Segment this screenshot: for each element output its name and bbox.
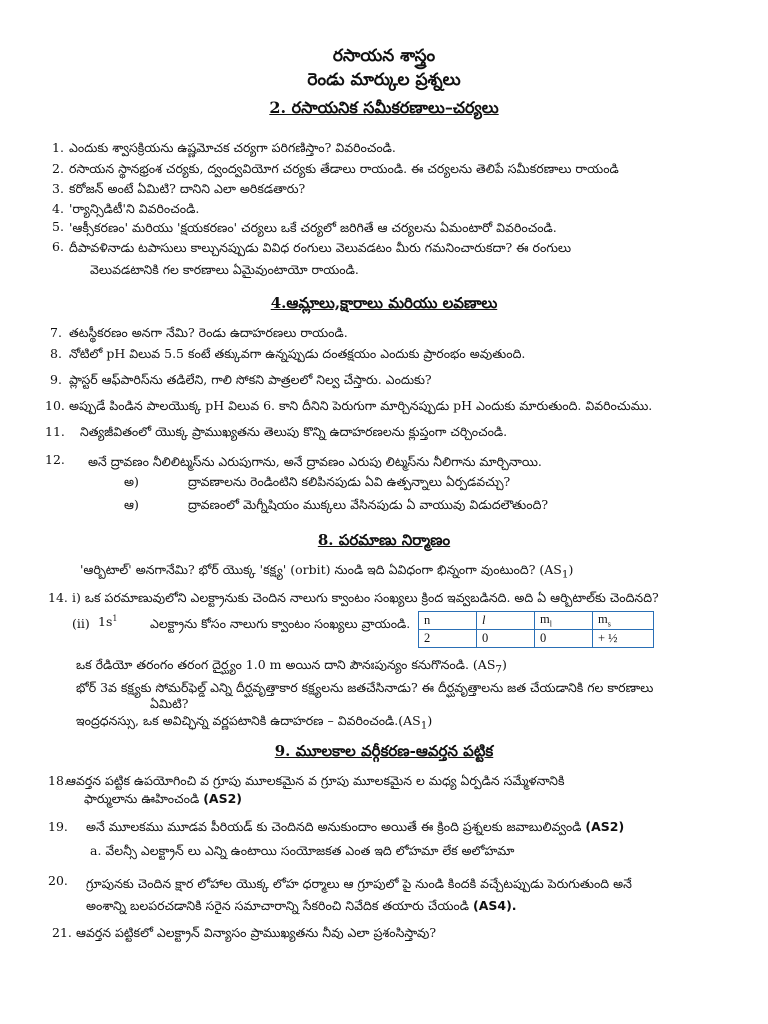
question-number: 8.: [50, 346, 62, 361]
question-text: నిత్యజీవితంలో యొక్క ప్రాముఖ్యతను తెలుపు కొన్ని ఉదాహరణలను క్లుప్తంగా చర్చించండి.: [80, 424, 508, 439]
question-text: ఇంద్రధనస్సు, ఒక అవిచ్ఛిన్న వర్ణపటానికి ఉదాహరణ – $వివరించండి.(AS_1)$: [76, 713, 433, 732]
question-text-continued: వెలువడటానికి గల కారణాలు ఏమైవుంటాయో రాయండి.: [90, 262, 359, 277]
question-number: 12.: [45, 452, 65, 467]
question-number: 1.: [52, 140, 64, 155]
question-text: a. వేలన్సీ ఎలక్ట్రాన్ లు ఎన్ని ఉంటాయి సంయోజకత ఎంత ఇది లోహమా లేక అలోహమా: [90, 843, 515, 858]
table-row: [419, 630, 654, 648]
table-header-cell: l: [477, 612, 535, 630]
question-text: అప్పుడే పిండిన పాలయొక్క pH విలువ 6. కాని దీనిని పెరుగుగా మార్చినప్పుడు pH ఎందుకు మారుతుంది. వివరించుము.: [69, 398, 653, 413]
question-text: గ్రూపునకు చెందిన క్షార లోహాల యొక్క లోహ ధర్మాలు ఆ గ్రూపులో పై నుండి కిందకి వచ్చేటప్పుడు పెరుగుతుంది అనే: [86, 876, 632, 891]
question-text: ఎలక్ట్రాను కోసం నాలుగు క్వాంటం సంఖ్యలు వ్రాయండి.: [150, 616, 411, 631]
question-text: i) ఒక పరమాణువులోని ఎలక్ట్రానుకు చెందిన నాలుగు క్వాంటం సంఖ్యలు క్రింద ఇవ్వబడినది. అది ఏ ఆర్బిటాల్‌కు చెందినది?: [72, 590, 659, 605]
question-text: ఆవర్తన పట్టికలో ఎలక్ట్రాన్ విన్యాసం ప్రాముఖ్యతను నీవు ఎలా ప్రశంసిస్తావు?: [76, 925, 437, 940]
question-text: ద్రావణంలో మెగ్నీషియం ముక్కలు వేసినపుడు ఏ వాయువు విడుదలౌతుంది?: [188, 497, 549, 512]
table-header-cell: n: [419, 612, 477, 630]
section-heading: 8. పరమాణు నిర్మాణం: [317, 531, 451, 549]
question-text: భోర్ 3వ కక్ష్యకు సోమర్‌ఫెల్డ్ ఎన్ని దీర్ఘవృత్తాకార కక్ష్యలను జతచేసినాడు? ఈ దీర్ఘవృత్తాలను జత చేయడానికి గల కారణాలు: [76, 680, 654, 695]
question-text-continued: అంశాన్ని బలపరచడానికి సరైన సమాచారాన్ని సేకరించి నివేదిక తయారు చేయండి (AS4).: [86, 898, 517, 913]
question-text: ప్లాస్టర్ ఆఫ్‌పారిస్‌ను తడిలేని, గాలి సోకని పాత్రలలో నిల్వ చేస్తారు. ఎందుకు?: [69, 372, 432, 387]
table-cell: + ½: [593, 630, 654, 648]
question-number: 11.: [45, 424, 65, 439]
question-number: 14.: [48, 590, 68, 605]
question-text: 'ఆక్సీకరణం' మరియు 'క్షయకరణం' చర్యలు ఒకే చర్యలో జరిగితే ఆ చర్యలను ఏమంటారో వివరించండి.: [69, 220, 557, 235]
question-number: 6.: [52, 239, 64, 254]
question-number: 10.: [45, 398, 65, 413]
question-number: 21.: [52, 925, 72, 940]
question-text: కరోజన్ అంటే ఏమిటి? దానిని ఎలా అరికడతారు?: [69, 181, 306, 196]
table-cell: 0: [477, 630, 535, 648]
question-text-continued: ఏమిటి?: [150, 696, 189, 711]
page-subject: రసాయన శాస్త్రం: [332, 46, 436, 66]
question-text: ఒక రేడియో తరంగం తరంగ దైర్ఘ్యం 1.0 m అయిన దాని పౌనఃపున్యం కనుగొనండి. $(AS_7)$: [76, 657, 507, 676]
section-heading: 9. మూలకాల వర్గీకరణ-ఆవర్తన పట్టిక: [274, 742, 494, 760]
question-number: 9.: [50, 372, 62, 387]
question-text: ఆవర్తన పట్టిక ఉపయోగించి వ గ్రూపు మూలకమైన వ గ్రూపు మూలకమైన ల మధ్య ఏర్పడిన సమ్మేళనానికి: [66, 773, 565, 788]
section-heading: 2. రసాయనిక సమీకరణాలు–చర్యలు: [269, 98, 499, 117]
question-number: 4.: [52, 201, 64, 216]
question-text: రసాయన స్థానభ్రంశ చర్యకు, ద్వంద్వవియోగ చర్యకు తేడాలు రాయండి. ఈ చర్యలను తెలిపే సమీకరణాలు రాయండి: [69, 161, 619, 176]
question-text: 'ర్యాన్సిడిటీ'ని వివరించండి.: [69, 201, 200, 216]
question-number: 19.: [48, 819, 68, 834]
table-cell: 2: [419, 630, 477, 648]
question-number: 5.: [52, 219, 64, 234]
question-text: ద్రావణాలను రెండింటిని కలిపినపుడు ఏవి ఉత్పన్నాలు ఏర్పడవచ్చు?: [188, 474, 511, 489]
table-header-row: [419, 612, 654, 630]
subquestion-label: అ): [124, 474, 139, 489]
question-number: 3.: [52, 181, 64, 196]
table-header-cell: $m_l$: [535, 612, 593, 630]
table-cell: 0: [535, 630, 593, 648]
question-text: దీపావళినాడు టపాసులు కాల్చునప్పుడు వివిధ రంగులు వెలువడటం మీరు గమనించారుకదా? ఈ రంగులు: [69, 240, 572, 255]
question-text: తటస్థీకరణం అనగా నేమి? రెండు ఉదాహరణలు రాయండి.: [69, 325, 348, 340]
question-text: అనే మూలకము మూడవ పీరియడ్ కు చెందినది అనుకుందాం అయితే ఈ క్రింది ప్రశ్నలకు జవాబులివ్వండి (AS2): [86, 819, 625, 834]
subquestion-label: (ii): [72, 616, 90, 631]
quantum-numbers-table: [418, 611, 654, 648]
question-text: 'ఆర్బిటాల్' అనగానేమి? భోర్ యొక్క 'కక్ష్య' (orbit) నుండి ఇది ఏవిధంగా భిన్నంగా వుంటుంది? $(AS_1)$: [80, 562, 574, 581]
page-marks-title: రెండు మార్కుల ప్రశ్నలు: [307, 70, 461, 90]
subquestion-label: ఆ): [124, 497, 139, 512]
question-text-continued: ఫార్ములాను ఊహించండి (AS2): [84, 791, 243, 806]
question-text: ఎందుకు శ్వాసక్రియను ఉష్ణమోచక చర్యగా పరిగణిస్తాం? వివరించండి.: [69, 140, 396, 155]
question-text: $1s^1$: [98, 614, 118, 630]
section-heading: 4.ఆమ్లాలు,క్షారాలు మరియు లవణాలు: [270, 294, 498, 312]
table-header-cell: $m_s$: [593, 612, 654, 630]
question-text: అనే ద్రావణం నీలిలిట్మస్‌ను ఎరుపుగాను, అనే ద్రావణం ఎరుపు లిట్మస్‌ను నీలిగాను మార్చినాయి.: [88, 454, 542, 469]
question-number: 18.: [48, 773, 68, 788]
question-number: 2.: [52, 161, 64, 176]
question-number: 7.: [50, 325, 62, 340]
question-number: 20.: [48, 873, 68, 888]
question-text: నోటిలో pH విలువ 5.5 కంటే తక్కువగా ఉన్నప్పుడు దంతక్షయం ఎందుకు ప్రారంభం అవుతుంది.: [69, 346, 526, 361]
